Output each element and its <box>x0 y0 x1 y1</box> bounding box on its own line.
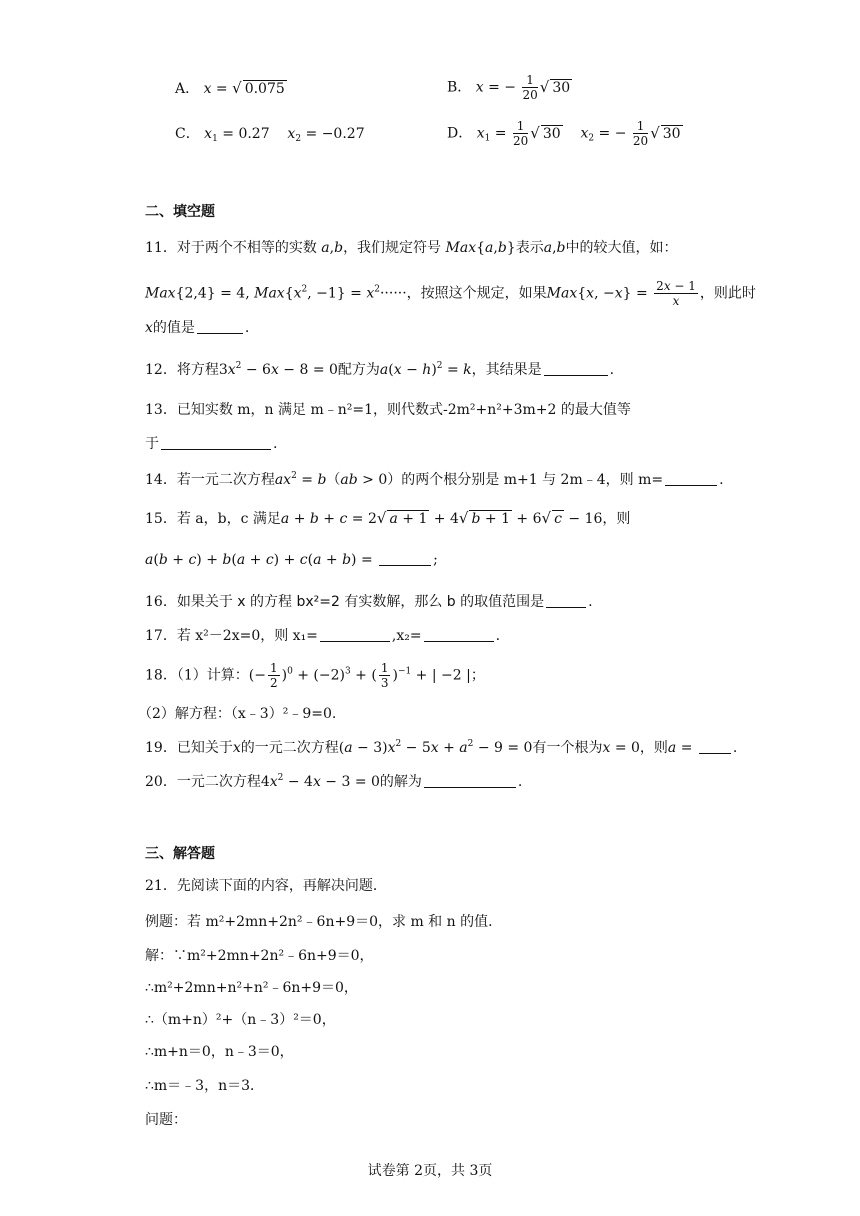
question-12: 12．将方程$3x^2 - 6x - 8 = 0$配方为$a(x - h)^2 = k$，其结果是 . <box>145 361 615 378</box>
answer-blank[interactable] <box>544 361 608 376</box>
answer-blank[interactable] <box>197 319 243 334</box>
question-11-line-1: 11．对于两个不相等的实数 a,b，我们规定符号 Max{a,b}表示a,b中的较大值，如： <box>145 240 678 256</box>
question-13-line-1: 13．已知实数 m，n 满足 m﹣n²=1，则代数式-2m²+n²+3m+2 的最大值等 <box>145 402 631 418</box>
question-14: 14．若一元二次方程$ax^2 = b(ab > 0)$的两个根分别是 m+1 与 2m﹣4，则 m= . <box>145 471 724 488</box>
section-title-solutions: 三、解答题 <box>145 846 215 862</box>
question-21-intro: 21．先阅读下面的内容，再解决问题． <box>145 878 387 894</box>
option-label: B． <box>447 79 472 96</box>
question-21-solution-4: ∴m+n＝0，n﹣3＝0， <box>145 1044 294 1060</box>
question-21-solution-1: 解：∵m²+2mn+2n²﹣6n+9＝0， <box>145 948 374 964</box>
question-11-line-3: x的值是 . <box>145 320 250 336</box>
answer-blank[interactable] <box>699 739 731 754</box>
answer-blank[interactable] <box>379 551 431 566</box>
question-21-solution-2: ∴m²+2mn+n²+n²﹣6n+9＝0， <box>145 980 358 996</box>
option-a[interactable]: A． x = √ 0.075 <box>175 79 285 97</box>
option-label: C． <box>175 126 200 142</box>
question-11-line-2: Max{2,4} = 4, $Max\{x^2$, $-1\} = x^2\cdot\cdot\cdot\cdot\cdot\cdot$，按照这个规定，如果Max{x, −x} = $\frac{2x - 1}{x}$ ，则此时 <box>145 279 756 308</box>
option-label: D． <box>447 125 473 142</box>
question-18-part-2: （2）解方程：（x﹣3）²﹣9=0. <box>138 706 337 722</box>
answer-blank[interactable] <box>320 627 390 642</box>
option-label: A． <box>175 81 200 97</box>
option-d[interactable]: D． $x_1$ = $\frac{1}{20}$ √ 30 $x_2$ = − $\frac{1}{20}$ √ 30 <box>447 119 681 148</box>
option-b[interactable]: B． x = − $\frac{1}{20}$ √ 30 <box>447 73 571 102</box>
question-16: 16．如果关于 x 的方程 bx²=2 有实数解，那么 b 的取值范围是 . <box>145 594 593 610</box>
question-21-solution-3: ∴（m+n）²+（n﹣3）²＝0， <box>145 1012 336 1028</box>
question-15-line-1: 15．若 a，b，c 满足a + b + c = 2√ a + 1 + 4√ b + 1 + 6√ c − 16，则 <box>145 509 631 527</box>
answer-blank[interactable] <box>424 627 494 642</box>
section-title-fill-in: 二、填空题 <box>145 204 215 220</box>
question-21-example: 例题：若 m²+2mn+2n²﹣6n+9＝0，求 m 和 n 的值． <box>145 914 503 930</box>
answer-blank[interactable] <box>546 593 586 608</box>
answer-blank[interactable] <box>161 435 271 450</box>
question-18-part-1: 18．（1）计算：(− $\frac{1}{2}$ )$^0 + (-2)^3$ + ( $\frac{1}{3}$ )$^{-1}$ + | −2 |； <box>145 661 485 690</box>
answer-blank[interactable] <box>665 471 717 486</box>
page-footer: 试卷第 2页，共 3页 <box>367 1163 493 1179</box>
option-c[interactable]: C． $x_1 = 0.27$ $x_2 = -0.27$ <box>175 126 365 144</box>
question-13-line-2: 于 . <box>145 436 278 452</box>
question-19: 19．已知关于x的一元二次方程$(a - 3)x^2 - 5x + a^2 - 9 = 0$有一个根为x = 0，则a = . <box>145 739 738 756</box>
question-17: 17．若 x²－2x=0，则 x₁= ,x₂= . <box>145 628 501 644</box>
question-15-line-2: a(b + c) + b(a + c) + c(a + b) = ; <box>145 552 438 568</box>
question-20: 20．一元二次方程$4x^2 - 4x - 3 = 0$的解为 . <box>145 773 523 790</box>
question-21-solution-5: ∴m＝﹣3，n＝3． <box>145 1078 265 1094</box>
answer-blank[interactable] <box>424 773 516 788</box>
question-21-problem-label: 问题： <box>145 1112 187 1128</box>
